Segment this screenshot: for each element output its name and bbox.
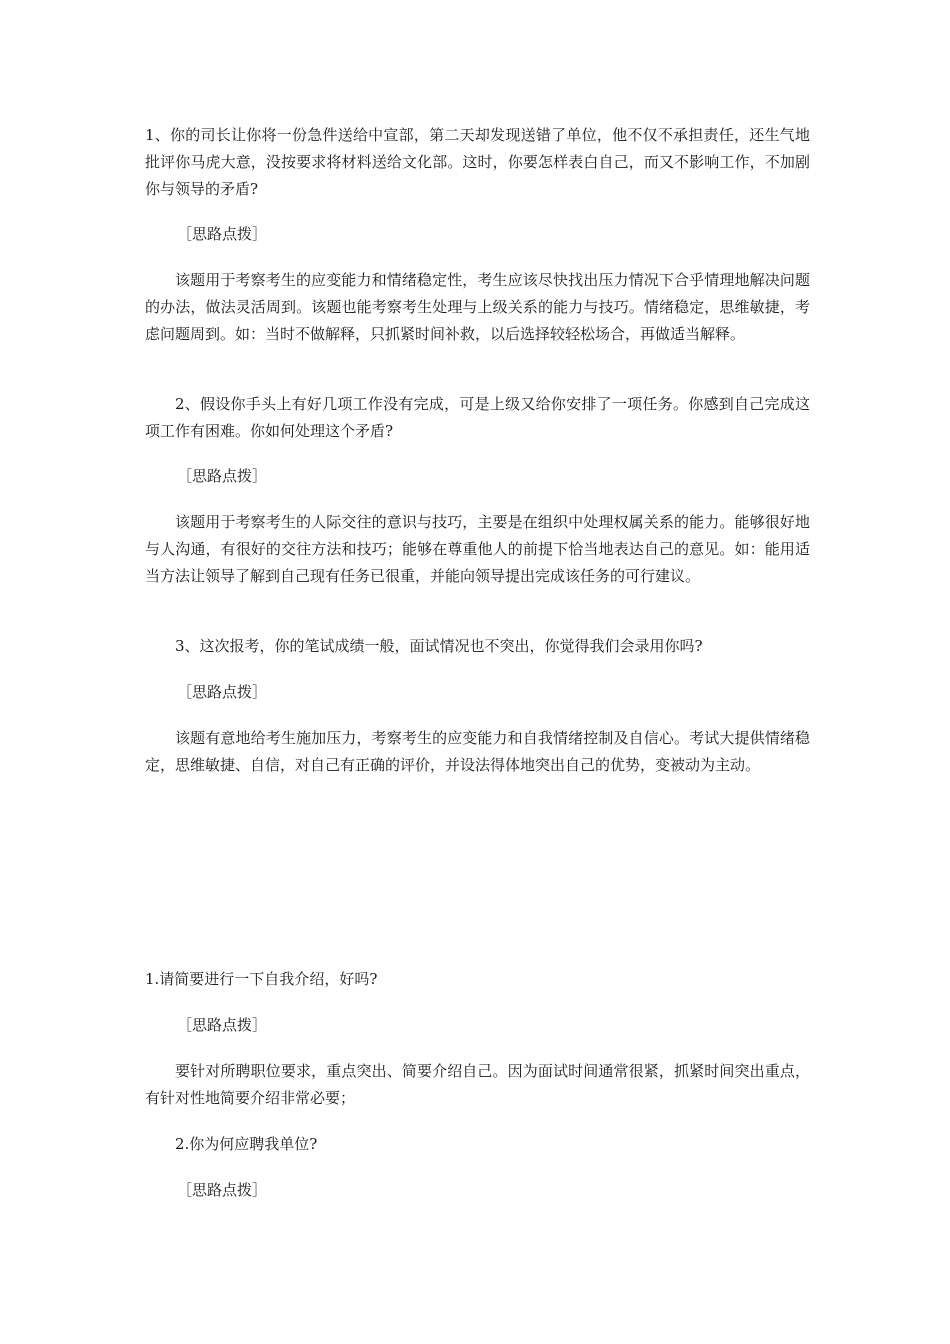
question-3-paragraph: 3、这次报考，你的笔试成绩一般，面试情况也不突出，你觉得我们会录用你吗?: [175, 637, 703, 655]
hint-label-4: ［思路点拨］: [177, 1016, 268, 1034]
answer-4-paragraph: 要针对所聘职位要求，重点突出、简要介绍自己。因为面试时间通常很紧，抓紧时间突出重点，有针对性地简要介绍非常必要；: [145, 1062, 810, 1107]
answer-3-paragraph: 该题有意地给考生施加压力，考察考生的应变能力和自我情绪控制及自信心。考试大提供情绪稳定，思维敏捷、自信，对自己有正确的评价，并设法得体地突出自己的优势，变被动为主动。: [145, 729, 810, 774]
question-2-paragraph: 2、假设你手头上有好几项工作没有完成，可是上级又给你安排了一项任务。你感到自己完成这项工作有困难。你如何处理这个矛盾?: [145, 395, 810, 440]
hint-label-2: ［思路点拨］: [177, 467, 268, 485]
answer-1-paragraph: 该题用于考察考生的应变能力和情绪稳定性，考生应该尽快找出压力情况下合乎情理地解决问题的办法，做法灵活周到。该题也能考察考生处理与上级关系的能力与技巧。情绪稳定，思维敏捷，考虑问题周到。如：当时不做解释，只抓紧时间补救，以后选择较轻松场合，再做适当解释。: [145, 271, 810, 343]
question-4-paragraph: 1.请简要进行一下自我介绍，好吗?: [145, 970, 378, 988]
hint-label-1: ［思路点拨］: [177, 225, 268, 243]
question-1-paragraph: 1、你的司长让你将一份急件送给中宣部，第二天却发现送错了单位，他不仅不承担责任，还生气地批评你马虎大意，没按要求将材料送给文化部。这时，你要怎样表白自己，而又不影响工作，不加剧你与领导的矛盾?: [145, 126, 810, 198]
hint-label-3: ［思路点拨］: [177, 683, 268, 701]
answer-2-paragraph: 该题用于考察考生的人际交往的意识与技巧，主要是在组织中处理权属关系的能力。能够很好地与人沟通，有很好的交往方法和技巧；能够在尊重他人的前提下恰当地表达自己的意见。如：能用适当方法让领导了解到自己现有任务已很重，并能向领导提出完成该任务的可行建议。: [145, 513, 810, 585]
question-5-paragraph: 2.你为何应聘我单位?: [175, 1135, 318, 1153]
hint-label-5: ［思路点拨］: [177, 1181, 268, 1199]
